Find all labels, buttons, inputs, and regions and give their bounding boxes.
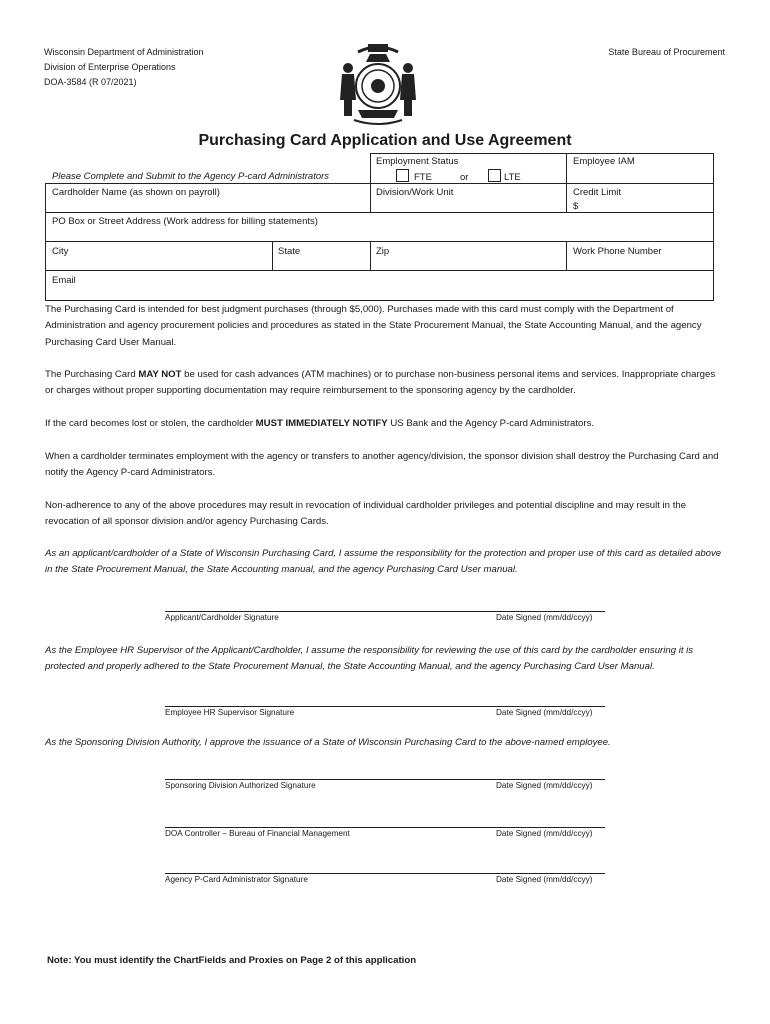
wisconsin-seal-icon: [334, 40, 422, 128]
agency-line-2: Division of Enterprise Operations: [44, 62, 176, 72]
fte-label: FTE: [414, 172, 432, 183]
applicant-signature-label: Applicant/Cardholder Signature: [165, 613, 279, 622]
supervisor-signature-label: Employee HR Supervisor Signature: [165, 708, 295, 717]
paragraph-applicant-agreement: As an applicant/cardholder of a State of Wisconsin Purchasing Card, I assume the responsibility for the protection and proper use of this card as detailed above in the State Procurement Manual, the State Accounting manual, and the agency Purchasing Card User manual.: [45, 548, 722, 576]
zip-label: Zip: [376, 246, 390, 257]
administrator-signature-line[interactable]: [165, 873, 605, 874]
paragraph-division-approval: As the Sponsoring Division Authority, I approve the issuance of a State of Wisconsin Purchasing Card to the above-named employee.: [45, 737, 611, 748]
supervisor-signature-line[interactable]: [165, 706, 605, 707]
employee-iam-label: Employee IAM: [573, 156, 635, 167]
or-label: or: [460, 172, 469, 183]
division-label: Division/Work Unit: [376, 187, 454, 198]
division-signature-label: Sponsoring Division Authorized Signature: [165, 781, 316, 790]
lte-label: LTE: [504, 172, 521, 183]
division-signature-line[interactable]: [165, 779, 605, 780]
city-label: City: [52, 246, 69, 257]
form-number: DOA-3584 (R 07/2021): [44, 77, 137, 87]
work-phone-label: Work Phone Number: [573, 246, 662, 257]
administrator-date-label: Date Signed (mm/dd/ccyy): [496, 875, 593, 884]
paragraph-lost-card: If the card becomes lost or stolen, the cardholder MUST IMMEDIATELY NOTIFY US Bank and the Agency P-card Administrators.: [45, 418, 595, 429]
controller-date-label: Date Signed (mm/dd/ccyy): [496, 829, 593, 838]
division-date-label: Date Signed (mm/dd/ccyy): [496, 781, 593, 790]
address-label: PO Box or Street Address (Work address for billing statements): [52, 216, 318, 227]
applicant-signature-line[interactable]: [165, 611, 605, 612]
agency-line-1: Wisconsin Department of Administration: [44, 47, 204, 57]
applicant-date-label: Date Signed (mm/dd/ccyy): [496, 613, 593, 622]
paragraph-termination: When a cardholder terminates employment with the agency or transfers to another agency/division, the sponsor division shall destroy the Purchasing Card and notify the Agency P-card Administrators.: [45, 451, 719, 479]
supervisor-date-label: Date Signed (mm/dd/ccyy): [496, 708, 593, 717]
credit-limit-currency: $: [573, 201, 579, 212]
form-instruction: Please Complete and Submit to the Agency P-card Administrators: [52, 171, 330, 182]
lte-checkbox[interactable]: [488, 169, 501, 182]
controller-signature-label: DOA Controller – Bureau of Financial Management: [165, 829, 350, 838]
paragraph-purpose: The Purchasing Card is intended for best judgment purchases (through $5,000). Purchases made with this card must comply with the Department of Administration and agency procurement policies and procedures as stated in the State Procurement Manual, the State Accounting Manual, and the agency Purchasing Card User Manual.: [45, 304, 702, 348]
fte-checkbox[interactable]: [396, 169, 409, 182]
cardholder-name-label: Cardholder Name (as shown on payroll): [52, 187, 220, 198]
chartfields-note: Note: You must identify the ChartFields and Proxies on Page 2 of this application: [47, 955, 417, 966]
controller-signature-line[interactable]: [165, 827, 605, 828]
paragraph-restrictions: The Purchasing Card MAY NOT be used for cash advances (ATM machines) or to purchase non-business personal items and services. Inappropriate charges or charges without proper supporting documentation may require reimbursement to the sponsoring agency by the cardholder.: [45, 369, 716, 397]
paragraph-non-adherence: Non-adherence to any of the above procedures may result in revocation of individual cardholder privileges and potential discipline and may result in the revocation of all sponsor division and/or agency Purchasing Cards.: [45, 500, 687, 528]
credit-limit-label: Credit Limit: [573, 187, 622, 198]
employment-status-label: Employment Status: [376, 156, 459, 167]
paragraph-supervisor-agreement: As the Employee HR Supervisor of the Applicant/Cardholder, I assume the responsibility for reviewing the use of this card by the cardholder ensuring it is protected and properly adhered to the State Procurement Manual, the State Accounting Manual, and the agency Purchasing Card User Manual.: [45, 645, 694, 673]
state-label: State: [278, 246, 301, 257]
email-label: Email: [52, 275, 76, 286]
form-title: Purchasing Card Application and Use Agreement: [198, 132, 572, 149]
administrator-signature-label: Agency P-Card Administrator Signature: [165, 875, 308, 884]
bureau-name: State Bureau of Procurement: [608, 47, 725, 57]
